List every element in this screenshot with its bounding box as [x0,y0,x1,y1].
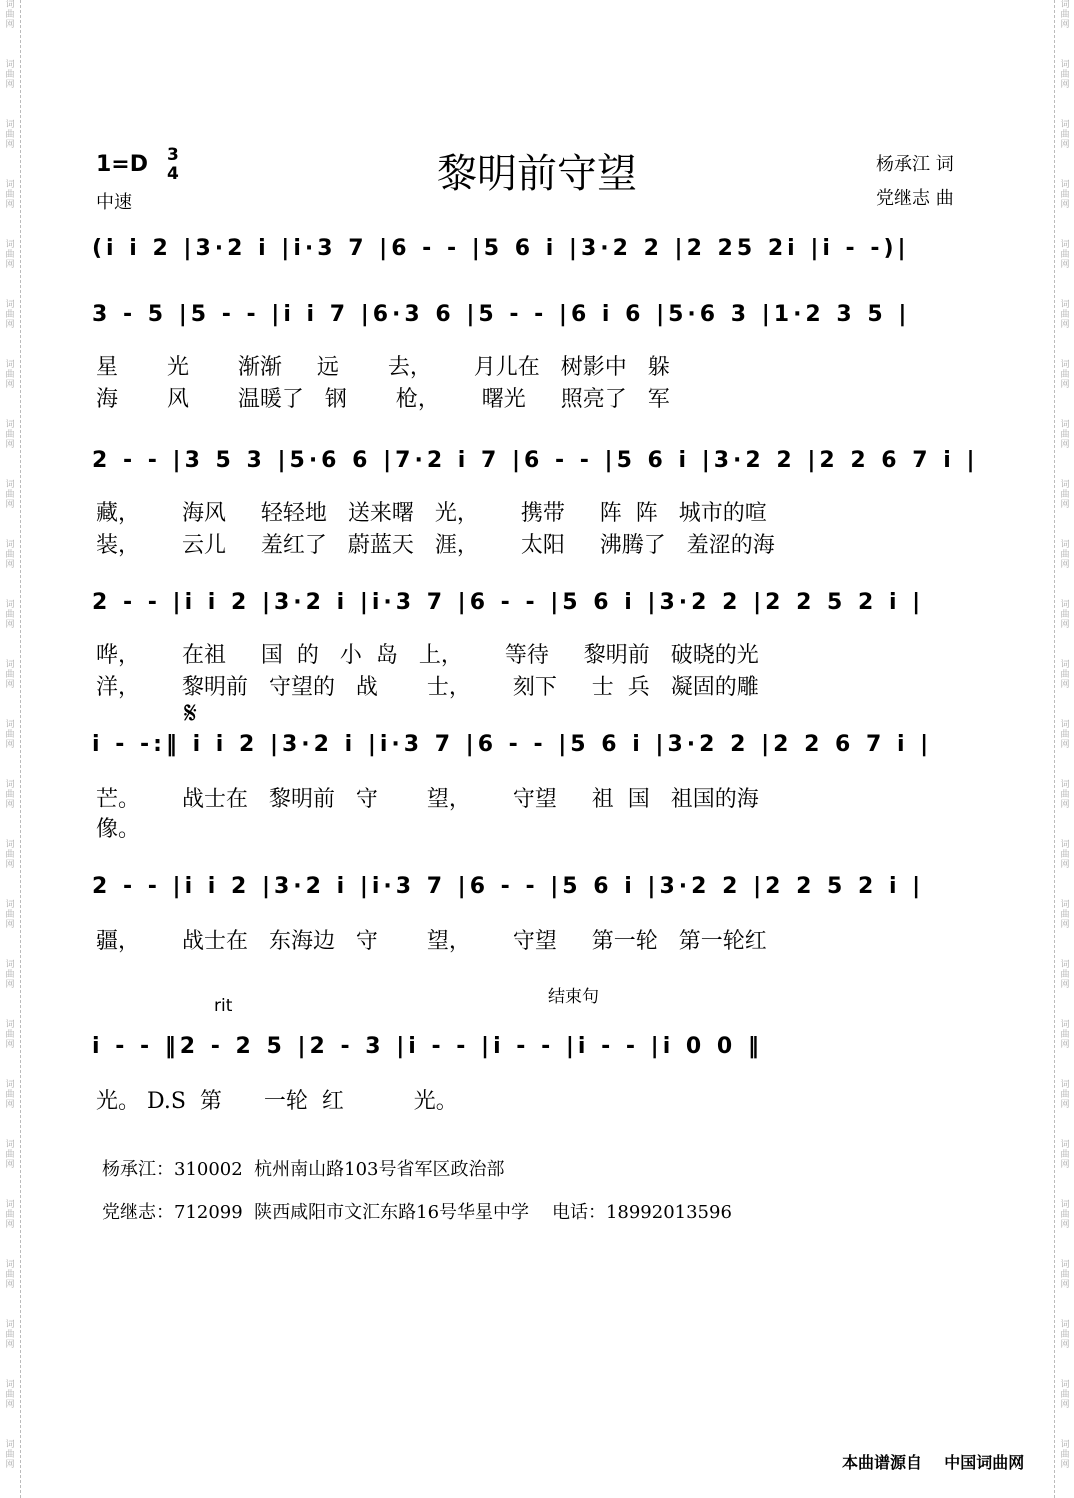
watermark-text: 词 曲 网 [1060,660,1070,690]
watermark-text: 词 曲 网 [1060,240,1070,270]
watermark-text: 词 曲 网 [5,1380,15,1410]
watermark-text: 词 曲 网 [1060,1140,1070,1170]
watermark-text: 词 曲 网 [5,780,15,810]
watermark-text: 词 曲 网 [5,900,15,930]
watermark-text: 词 曲 网 [1060,0,1070,30]
source-credit [842,1450,1024,1473]
lyric-line: 装， 云儿 羞红了 蔚蓝天 涯， 太阳 沸腾了 羞涩的海 [96,533,775,558]
footer-lyricist-address: 杨承江：310002 杭州南山路103号省军区政治部 [102,1159,505,1180]
watermark-text: 词 曲 网 [5,60,15,90]
watermark-text: 词 曲 网 [5,0,15,30]
watermark-text: 词 曲 网 [1060,1440,1070,1470]
watermark-text: 词 曲 网 [5,240,15,270]
source-site: 中国词曲网 [944,1453,1025,1472]
watermark-text: 词 曲 网 [1060,720,1070,750]
footer-composer-address: 党继志：712099 陕西咸阳市文汇东路16号华星中学 电话：18992013596 [102,1202,732,1223]
notation-row: 3 - 5 |5 - - |i i 7 |6·3 6 |5 - - |6 i 6 |5·6 3 |1·2 3 5 | [92,302,911,327]
watermark-text: 词 曲 网 [1060,900,1070,930]
watermark-text: 词 曲 网 [5,420,15,450]
tempo-marking: 中速 [96,192,132,213]
watermark-text: 词 曲 网 [5,1200,15,1230]
watermark-text: 词 曲 网 [1060,780,1070,810]
watermark-text: 词 曲 网 [1060,1200,1070,1230]
lyric-line: 哗， 在祖 国 的 小 岛 上， 等待 黎明前 破晓的光 [96,643,759,668]
notation-row: 2 - - |i i 2 |3·2 i |i·3 7 |6 - - |5 6 i |3·2 2 |2 2 5 2 i | [92,590,925,615]
watermark-text: 词 曲 网 [5,540,15,570]
watermark-text: 词 曲 网 [5,1440,15,1470]
notation-row: (i i 2 |3·2 i |i·3 7 |6 - - |5 6 i |3·2 2 |2 25 2i |i - -)| [92,236,910,261]
watermark-text: 词 曲 网 [1060,1260,1070,1290]
watermark-text: 词 曲 网 [5,1320,15,1350]
ending-label: 结束句 [548,987,599,1007]
notation-row: 2 - - |3 5 3 |5·6 6 |7·2 i 7 |6 - - |5 6 i |3·2 2 |2 2 6 7 i | [92,448,979,473]
watermark-text: 词 曲 网 [1060,480,1070,510]
watermark-text: 词 曲 网 [5,1260,15,1290]
watermark-text: 词 曲 网 [1060,960,1070,990]
watermark-text: 词 曲 网 [5,600,15,630]
notation-row: i - - ‖2 - 2 5 |2 - 3 |i - - |i - - |i - - |i 0 0 ‖ [92,1034,763,1059]
lyric-line: 洋， 黎明前 守望的 战 士， 刻下 士 兵 凝固的雕 [96,675,759,700]
watermark-text: 词 曲 网 [1060,360,1070,390]
watermark-text: 词 曲 网 [5,1140,15,1170]
rit-marking: rit [214,996,233,1016]
lyric-line: 像。 [96,817,141,842]
watermark-text: 词 曲 网 [1060,180,1070,210]
watermark-text: 词 曲 网 [5,120,15,150]
lyric-line: 光。 D.S 第 一轮 红 光。 [96,1089,458,1114]
notation-row: 2 - - |i i 2 |3·2 i |i·3 7 |6 - - |5 6 i |3·2 2 |2 2 5 2 i | [92,874,925,899]
watermark-text: 词 曲 网 [1060,120,1070,150]
watermark-text: 词 曲 网 [1060,300,1070,330]
watermark-text: 词 曲 网 [1060,1320,1070,1350]
key-signature: 1=D [96,152,149,177]
watermark-text: 词 曲 网 [5,300,15,330]
notation-row: i - -:‖ i i 2 |3·2 i |i·3 7 |6 - - |5 6 i |3·2 2 |2 2 6 7 i | [92,732,933,757]
watermark-text: 词 曲 网 [1060,60,1070,90]
segno-sign: 𝄋 [184,696,197,731]
time-sig-top: 3 [167,145,179,165]
lyricist-credit: 杨承江 词 [876,154,954,175]
lyric-line: 芒。 战士在 黎明前 守 望， 守望 祖 国 祖国的海 [96,787,759,812]
watermark-text: 词 曲 网 [5,1020,15,1050]
lyric-line: 海 风 温暖了 钢 枪， 曙光 照亮了 军 [96,387,670,412]
lyric-line: 藏， 海风 轻轻地 送来曙 光， 携带 阵 阵 城市的喧 [96,501,767,526]
watermark-text: 词 曲 网 [5,840,15,870]
song-title: 黎明前守望 [437,151,637,197]
watermark-text: 词 曲 网 [1060,1380,1070,1410]
composer-credit: 党继志 曲 [876,188,954,209]
watermark-text: 词 曲 网 [5,660,15,690]
lyric-line: 疆， 战士在 东海边 守 望， 守望 第一轮 第一轮红 [96,929,767,954]
watermark-text: 词 曲 网 [5,720,15,750]
watermark-text: 词 曲 网 [5,960,15,990]
watermark-text: 词 曲 网 [1060,420,1070,450]
watermark-text: 词 曲 网 [5,1080,15,1110]
watermark-text: 词 曲 网 [5,360,15,390]
watermark-text: 词 曲 网 [1060,1080,1070,1110]
watermark-text: 词 曲 网 [1060,600,1070,630]
watermark-text: 词 曲 网 [1060,840,1070,870]
time-sig-bottom: 4 [167,164,179,184]
watermark-text: 词 曲 网 [1060,540,1070,570]
source-label: 本曲谱源自 [842,1453,923,1472]
watermark-text: 词 曲 网 [1060,1020,1070,1050]
watermark-text: 词 曲 网 [5,180,15,210]
watermark-text: 词 曲 网 [5,480,15,510]
lyric-line: 星 光 渐渐 远 去， 月儿在 树影中 躲 [96,355,670,380]
